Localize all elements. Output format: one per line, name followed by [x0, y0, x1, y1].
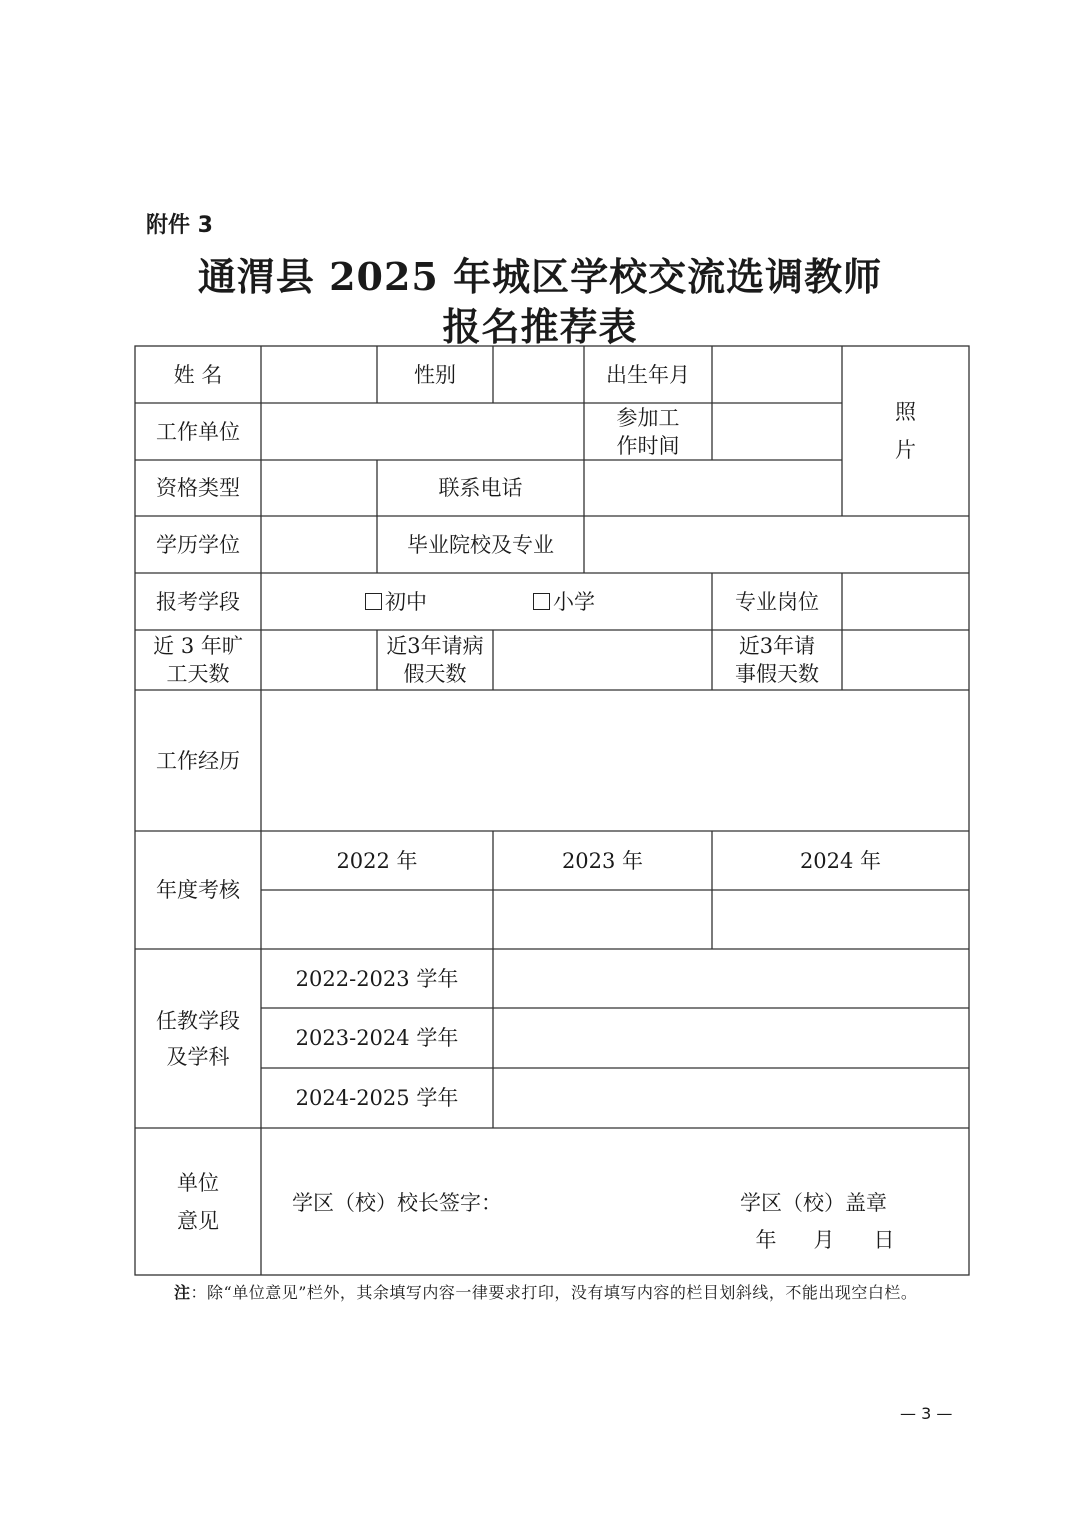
year-2022-header: 2022 年 [336, 848, 418, 873]
annual-review-label: 年度考核 [156, 878, 240, 902]
work-start-label [584, 403, 712, 460]
attachment-label: 附件 3 [146, 213, 213, 238]
school-year-3-label: 2024-2025 学年 [295, 1086, 459, 1110]
form-title-line2: 报名推荐表 [442, 304, 638, 349]
page-number: — 3 — [900, 1404, 953, 1423]
absent-days-label-1: 近 3 年旷 [153, 634, 243, 658]
teaching-subject-label [135, 949, 261, 1128]
sick-leave-label [377, 630, 493, 690]
post-field[interactable] [842, 573, 969, 630]
unit-opinion-label-2: 意见 [177, 1208, 219, 1233]
name-field[interactable] [261, 346, 377, 403]
absent-days-label [135, 630, 261, 690]
name-label: 姓 名 [173, 362, 223, 387]
unit-opinion-label-1: 单位 [177, 1170, 219, 1195]
footnote [174, 1280, 917, 1303]
education-label: 学历学位 [156, 532, 240, 557]
birth-field[interactable] [712, 346, 842, 403]
phone-label: 联系电话 [438, 476, 523, 500]
school-major-label: 毕业院校及专业 [407, 532, 554, 557]
footnote-prefix: 注 [174, 1283, 191, 1302]
school-year-2-field[interactable] [493, 1008, 969, 1068]
teaching-subject-label-1: 任教学段 [156, 1008, 240, 1033]
primary-option[interactable] [533, 573, 643, 630]
primary-option-label: 小学 [553, 589, 595, 614]
review-2024-field[interactable] [712, 890, 969, 949]
seal-label: 学区（校）盖章 [740, 1191, 887, 1215]
work-start-label-1: 参加工 [616, 405, 680, 430]
personal-leave-label-2: 事假天数 [735, 662, 819, 686]
sick-leave-field[interactable] [493, 630, 712, 690]
date-year-label: 年 [755, 1228, 777, 1252]
date-day-label: 日 [873, 1228, 895, 1252]
year-2023-header: 2023 年 [561, 848, 644, 873]
sick-leave-label-1: 近3年请病 [386, 634, 484, 658]
unit-opinion-label [135, 1128, 261, 1275]
review-2023-field[interactable] [493, 890, 712, 949]
work-unit-field[interactable] [261, 403, 584, 460]
gender-label: 性别 [414, 362, 456, 387]
personal-leave-label-1: 近3年请 [738, 634, 816, 658]
photo-label-1: 照 [895, 400, 916, 424]
work-start-label-2: 作时间 [616, 433, 680, 458]
principal-signature-label: 学区（校）校长签字： [292, 1191, 502, 1215]
review-2022-field[interactable] [261, 890, 493, 949]
qualification-field[interactable] [261, 460, 377, 516]
personal-leave-label [712, 630, 842, 690]
primary-checkbox[interactable] [533, 593, 550, 610]
experience-field[interactable] [261, 690, 969, 831]
experience-label: 工作经历 [156, 748, 240, 773]
school-year-1-field[interactable] [493, 949, 969, 1008]
date-month-label: 月 [813, 1228, 835, 1252]
footnote-text: ：除“单位意见”栏外，其余填写内容一律要求打印，没有填写内容的栏目划斜线，不能出现空白栏。 [190, 1283, 918, 1302]
absent-days-field[interactable] [261, 630, 377, 690]
qualification-label: 资格类型 [156, 476, 240, 500]
phone-field[interactable] [584, 460, 842, 516]
work-unit-label: 工作单位 [156, 419, 240, 444]
birth-label: 出生年月 [606, 362, 690, 387]
school-major-field[interactable] [584, 516, 969, 573]
stage-label: 报考学段 [156, 589, 240, 614]
junior-option-label: 初中 [385, 589, 427, 614]
teaching-subject-label-2: 及学科 [166, 1044, 230, 1069]
school-year-1-label: 2022-2023 学年 [295, 966, 459, 991]
photo-label-2: 片 [895, 438, 916, 462]
junior-option[interactable] [365, 573, 475, 630]
post-label: 专业岗位 [735, 589, 819, 614]
sick-leave-label-2: 假天数 [403, 662, 467, 686]
school-year-2-label: 2023-2024 学年 [295, 1026, 459, 1050]
photo-box[interactable] [842, 346, 969, 516]
work-start-field[interactable] [712, 403, 842, 460]
junior-checkbox[interactable] [365, 593, 382, 610]
form-title-line1: 通渭县 2025 年城区学校交流选调教师 [197, 254, 883, 299]
school-year-3-field[interactable] [493, 1068, 969, 1128]
year-2024-header: 2024 年 [799, 848, 882, 873]
gender-field[interactable] [493, 346, 584, 403]
absent-days-label-2: 工天数 [166, 662, 230, 686]
education-field[interactable] [261, 516, 377, 573]
personal-leave-field[interactable] [842, 630, 969, 690]
